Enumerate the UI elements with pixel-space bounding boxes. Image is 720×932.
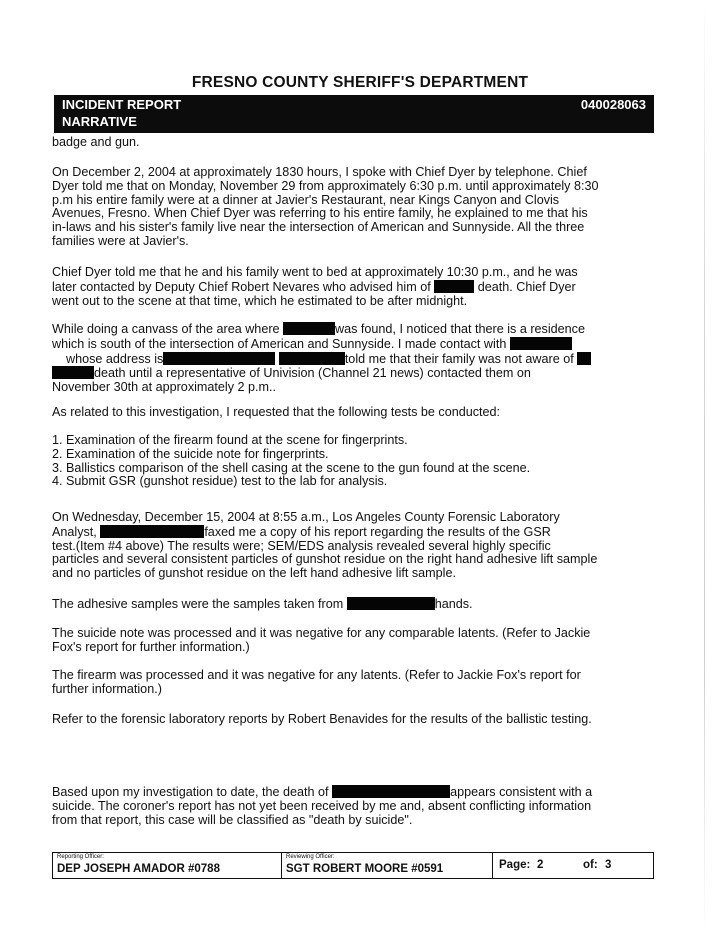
text-segment: which is south of the intersection of American and Sunnyside. I made contact with xyxy=(52,336,507,351)
text-segment: later contacted by Deputy Chief Robert Nevares who advised him of xyxy=(52,279,431,294)
narrative-line: On December 2, 2004 at approximately 1830 hours, I spoke with Chief Dyer by telephone. Chief xyxy=(52,165,587,179)
narrative-line: As related to this investigation, I requested that the following tests be conducted: xyxy=(52,405,501,419)
paragraph-firearm xyxy=(52,669,652,697)
department-title: FRESNO COUNTY SHERIFF'S DEPARTMENT xyxy=(191,74,529,91)
page-label: Page: xyxy=(499,859,531,871)
narrative-line: and no particles of gunshot residue on the left hand adhesive lift sample. xyxy=(52,566,456,581)
report-type: INCIDENT REPORT xyxy=(62,97,182,112)
reviewing-officer-cell xyxy=(282,853,493,878)
tests-list xyxy=(52,434,652,489)
text-segment: appears consistent with a xyxy=(450,785,593,799)
narrative-line: November 30th at approximately 2 p.m.. xyxy=(52,380,276,395)
narrative-line: suicide. The coroner's report has not yet been received by me and, absent conflicting information xyxy=(52,798,592,813)
list-item: 4. Submit GSR (gunshot residue) test to the lab for analysis. xyxy=(52,474,388,489)
redaction-block xyxy=(279,352,345,365)
page-cell xyxy=(493,853,653,878)
narrative-line: The firearm was processed and it was negative for any latents. (Refer to Jackie Fox's report for xyxy=(52,668,581,682)
narrative-line xyxy=(52,525,652,540)
list-item: 2. Examination of the suicide note for fingerprints. xyxy=(52,446,329,461)
text-segment: faxed me a copy of his report regarding the results of the GSR xyxy=(204,524,551,539)
paragraph-conclusion xyxy=(52,785,652,827)
narrative-line: from that report, this case will be classified as "death by suicide". xyxy=(52,812,413,827)
narrative-line xyxy=(52,322,652,337)
paragraph-phone-call xyxy=(52,166,652,249)
redaction-block xyxy=(100,525,204,538)
redaction-block xyxy=(283,322,335,335)
narrative-line: families were at Javier's. xyxy=(52,233,189,248)
narrative-line: p.m his entire family were at a dinner at Javier's Restaurant, near Kings Canyon and Clovis xyxy=(52,192,560,207)
narrative-line xyxy=(52,366,652,381)
scan-edge-line xyxy=(704,0,705,932)
paragraph-tests-intro xyxy=(52,406,652,420)
paragraph-ballistics xyxy=(52,713,652,727)
narrative-line xyxy=(52,352,652,367)
case-number: 040028063 xyxy=(580,97,646,112)
reviewing-officer: SGT ROBERT MOORE #0591 xyxy=(286,863,444,875)
text-segment: told me that their family was not aware of xyxy=(344,351,574,366)
narrative-line: went out to the scene at that time, which he estimated to be after midnight. xyxy=(52,293,468,308)
text-segment: While doing a canvass of the area where xyxy=(52,322,280,336)
redaction-block xyxy=(332,785,450,798)
narrative-line xyxy=(52,280,652,295)
text-segment: death. Chief Dyer xyxy=(477,279,576,294)
text-segment: whose address is xyxy=(66,351,164,366)
redaction-block xyxy=(163,352,275,365)
narrative-line: Dyer told me that on Monday, November 29 from approximately 6:30 p.m. until approximately 8:30 xyxy=(52,178,599,193)
narrative-line: On Wednesday, December 15, 2004 at 8:55 a.m., Los Angeles County Forensic Laboratory xyxy=(52,510,560,524)
paragraph-gsr-results xyxy=(52,511,652,581)
paragraph-canvass xyxy=(52,322,652,395)
narrative-line: Fox's report for further information.) xyxy=(52,639,250,654)
reporting-officer-cell xyxy=(53,853,282,878)
redaction-block xyxy=(577,352,591,365)
reporting-officer-caption: Reporting Officer: xyxy=(57,854,104,860)
text-segment: Analyst, xyxy=(52,524,97,539)
report-header-bar xyxy=(54,95,654,133)
list-item: 3. Ballistics comparison of the shell casing at the scene to the gun found at the scene. xyxy=(52,460,531,475)
narrative-line xyxy=(52,337,652,352)
of-label: of: xyxy=(583,859,598,871)
reviewing-officer-caption: Reviewing Officer: xyxy=(286,854,335,860)
narrative-line: The suicide note was processed and it was negative for any comparable latents. (Refer to Jackie xyxy=(52,626,591,640)
section-title: NARRATIVE xyxy=(62,114,137,129)
paragraph-adhesive xyxy=(52,597,652,612)
page-number: 2 xyxy=(537,859,544,871)
narrative-line: Chief Dyer told me that he and his family went to bed at approximately 10:30 p.m., and he was xyxy=(52,265,578,279)
text-segment: was found, I noticed that there is a residence xyxy=(335,322,585,336)
narrative-line: Avenues, Fresno. When Chief Dyer was referring to his entire family, he explained to me that his xyxy=(52,206,588,221)
paragraph-bedtime xyxy=(52,266,652,308)
text-segment: The adhesive samples were the samples taken from xyxy=(52,597,344,611)
narrative-line xyxy=(52,597,652,612)
total-pages: 3 xyxy=(605,859,612,871)
narrative-line: further information.) xyxy=(52,681,162,696)
narrative-intro xyxy=(52,136,652,150)
report-footer xyxy=(52,852,654,879)
text-segment: Based upon my investigation to date, the death of xyxy=(52,785,329,799)
list-item: 1. Examination of the firearm found at the scene for fingerprints. xyxy=(52,433,408,447)
redaction-block xyxy=(52,366,94,379)
reporting-officer: DEP JOSEPH AMADOR #0788 xyxy=(57,863,220,875)
narrative-line: particles and several consistent particles of gunshot residue on the right hand adhesive lift sample xyxy=(52,552,598,567)
redaction-block xyxy=(347,597,435,610)
text-segment: hands. xyxy=(434,597,473,611)
redaction-block xyxy=(510,337,572,350)
narrative-line xyxy=(52,785,652,800)
paragraph-suicide-note xyxy=(52,627,652,655)
narrative-line: test.(Item #4 above) The results were; SEM/EDS analysis revealed several highly specific xyxy=(52,538,551,553)
narrative-line: in-laws and his sister's family live near the intersection of American and Sunnyside. All the three xyxy=(52,220,585,235)
narrative-line: badge and gun. xyxy=(52,135,140,149)
narrative-line: Refer to the forensic laboratory reports by Robert Benavides for the results of the ballistic testing. xyxy=(52,712,592,726)
redaction-block xyxy=(434,280,474,293)
text-segment: death until a representative of Univision (Channel 21 news) contacted them on xyxy=(94,366,531,381)
